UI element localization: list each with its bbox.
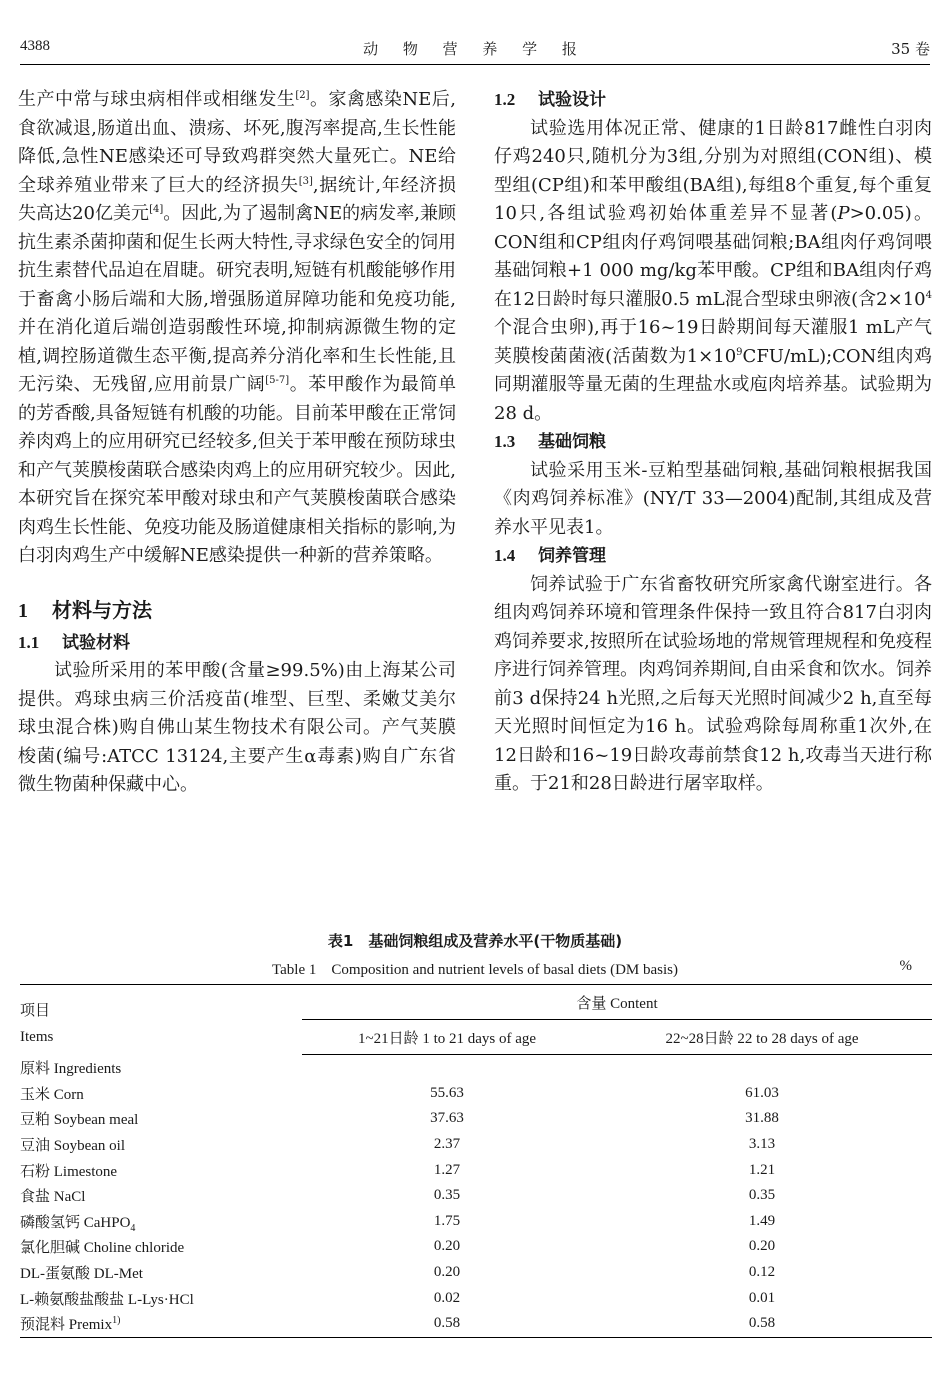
- value-period2: 0.35: [748, 1187, 776, 1204]
- page-number: 4388: [20, 38, 50, 54]
- subsection-heading: 1.1 试验材料: [18, 632, 130, 653]
- subsection-heading: 1.4 饲养管理: [494, 546, 606, 566]
- table-row: [20, 1234, 932, 1260]
- value-period2: 0.20: [748, 1238, 776, 1255]
- table-unit: %: [899, 958, 912, 974]
- design-paragraph: 试验选用体况正常、健康的1日龄817雌性白羽肉仔鸡240只,随机分为3组,分别为对照组(CON组)、模型组(CP组)和苯甲酸组(BA组),每组8个重复,每个重复10只,各组试验鸡初始体重差异不显著(P>0.05)。CON组和CP组肉仔鸡饲喂基础饲粮;BA组肉仔鸡饲喂基础饲粮+1 000 mg/kg苯甲酸。CP组和BA组肉仔鸡在12日龄时每只灌服0.5 mL混合型球虫卵液(含$2\times 10^4$个混合虫卵),再于16~19日龄期间每天灌服1 mL产气荚膜梭菌菌液(活菌数为$1\times 10^9CFU/mL);CON$组肉鸡同期灌服等量无菌的生理盐水或庖肉培养基。试验期为28 d。: [494, 117, 933, 424]
- table-row: [20, 1183, 932, 1209]
- value-period1: 1.27: [433, 1161, 461, 1178]
- table-row: [20, 1311, 932, 1337]
- value-period2: 61.03: [745, 1084, 779, 1101]
- table-row: [20, 1260, 932, 1286]
- ingredient-name: DL-蛋氨酸 DL-Met: [20, 1266, 143, 1283]
- left-column: [18, 86, 456, 800]
- value-period1: 37.63: [430, 1110, 464, 1127]
- citation: [5-7]: [265, 375, 290, 386]
- table-row: [20, 1209, 932, 1235]
- value-period2: 3.13: [748, 1136, 776, 1153]
- value-period2: 0.12: [748, 1264, 776, 1281]
- journal-title: 动 物 营 养 学 报: [363, 40, 587, 58]
- items-header: 项目 Items: [20, 985, 302, 1055]
- value-period1: 0.58: [302, 1311, 592, 1337]
- table-row: [20, 1285, 932, 1311]
- management-paragraph: 饲养试验于广东省畜牧研究所家禽代谢室进行。各组肉鸡饲养环境和管理条件保持一致且符合817白羽肉鸡饲养要求,按照所在试验场地的常规管理规程和免疫程序进行饲养管理。肉鸡饲养期间,自由采食和饮水。饲养前3 d保持24 h光照,之后每天光照时间减少2 h,直至每天光照时间恒定为16 h。试验鸡除每周称重1次外,在12日龄和16~19日龄攻毒前禁食12 h,攻毒当天进行称重。于21和28日龄进行屠宰取样。: [494, 573, 932, 794]
- ingredient-name: 玉米 Corn: [20, 1086, 84, 1103]
- diet-composition-table: [20, 984, 932, 1338]
- ingredient-name: 磷酸氢钙 CaHPO$_4$: [20, 1214, 136, 1234]
- subsection-heading: 1.3 基础饲粮: [494, 432, 606, 452]
- ingredient-name: 石粉 Limestone: [20, 1163, 118, 1180]
- running-header: [20, 36, 930, 65]
- ingredient-name: 豆粕 Soybean meal: [20, 1112, 139, 1129]
- value-period1: 1.75: [433, 1212, 461, 1229]
- value-period1: 0.20: [433, 1238, 461, 1255]
- value-period1: 55.63: [430, 1084, 464, 1101]
- volume-label: 35 卷: [891, 40, 930, 58]
- intro-paragraph: 生产中常与球虫病相伴或相继发生[2]。家禽感染NE后,食欲减退,肠道出血、溃疡、坏死,腹泻率提高,生长性能降低,急性NE感染还可导致鸡群突然大量死亡。NE给全球养殖业带来了巨大的经济损失[3],据统计,年经济损失高达20亿美元[4]。因此,为了遏制禽NE的病发率,兼顾抗生素杀菌抑菌和促生长两大特性,寻求绿色安全的饲用抗生素替代品迫在眉睫。研究表明,短链有机酸能够作用于畜禽小肠后端和大肠,增强肠道屏障功能和免疫功能,并在消化道后端创造弱酸性环境,抑制病源微生物的定植,调控肠道微生态平衡,提高养分消化率和生长性能,且无污染、无残留,应用前景广阔[5-7]。苯甲酸作为最简单的芳香酸,具备短链有机酸的功能。目前苯甲酸在正常饲养肉鸡上的应用研究已经较多,但关于苯甲酸在预防球虫和产气荚膜梭菌联合感染肉鸡上的应用研究较少。因此,本研究旨在探究苯甲酸对球虫和产气荚膜梭菌联合感染肉鸡生长性能、免疫功能及肠道健康相关指标的影响,为白羽肉鸡生产中缓解NE感染提供一种新的营养策略。: [18, 89, 456, 566]
- ingredient-name: 预混料 Premix$^{1)}$: [20, 1311, 302, 1337]
- right-column: [494, 86, 932, 799]
- ingredient-name: L-赖氨酸盐酸盐 L-Lys·HCl: [20, 1291, 194, 1308]
- value-period1: 0.02: [433, 1289, 461, 1306]
- table-caption-cn: 表1 基础饲粮组成及营养水平(干物质基础): [327, 932, 623, 950]
- citation: [4]: [149, 204, 164, 215]
- value-period1: 0.35: [433, 1187, 461, 1204]
- value-period2: 1.21: [748, 1161, 776, 1178]
- value-period2: 0.58: [592, 1311, 932, 1337]
- citation: [2]: [295, 90, 310, 101]
- ingredient-name: 氯化胆碱 Choline chloride: [20, 1240, 185, 1257]
- diet-paragraph: 试验采用玉米-豆粕型基础饲粮,基础饲粮根据我国《肉鸡饲养标准》(NY/T 33—2004)配制,其组成及营养水平见表1。: [494, 459, 932, 538]
- value-period2: 0.01: [748, 1289, 776, 1306]
- table-row: [20, 1081, 932, 1107]
- value-period1: 2.37: [433, 1136, 461, 1153]
- table-row: [20, 1132, 932, 1158]
- table-section-row: 原料 Ingredients: [20, 1061, 122, 1078]
- subsection-heading: 1.2 试验设计: [494, 90, 606, 110]
- value-period2: 1.49: [748, 1212, 776, 1229]
- period1-header: 1~21日龄 1 to 21 days of age: [302, 1020, 592, 1055]
- section-heading: 1 材料与方法: [18, 597, 152, 622]
- period2-header: 22~28日龄 22 to 28 days of age: [592, 1020, 932, 1055]
- table-row: [20, 1106, 932, 1132]
- ingredient-name: 豆油 Soybean oil: [20, 1138, 125, 1155]
- content-header: 含量 Content: [302, 985, 932, 1020]
- table-row: [20, 1157, 932, 1183]
- value-period2: 31.88: [745, 1110, 779, 1127]
- ingredient-name: 食盐 NaCl: [20, 1189, 86, 1206]
- table-caption-en: Table 1 Composition and nutrient levels of basal diets (DM basis): [272, 962, 678, 978]
- materials-paragraph: 试验所采用的苯甲酸(含量≥99.5%)由上海某公司提供。鸡球虫病三价活疫苗(堆型、巨型、柔嫩艾美尔球虫混合株)购自佛山某生物技术有限公司。产气荚膜梭菌(编号:ATCC 13124,主要产生α毒素)购自广东省微生物菌种保藏中心。: [18, 660, 456, 795]
- value-period1: 0.20: [433, 1264, 461, 1281]
- citation: [3]: [298, 175, 313, 187]
